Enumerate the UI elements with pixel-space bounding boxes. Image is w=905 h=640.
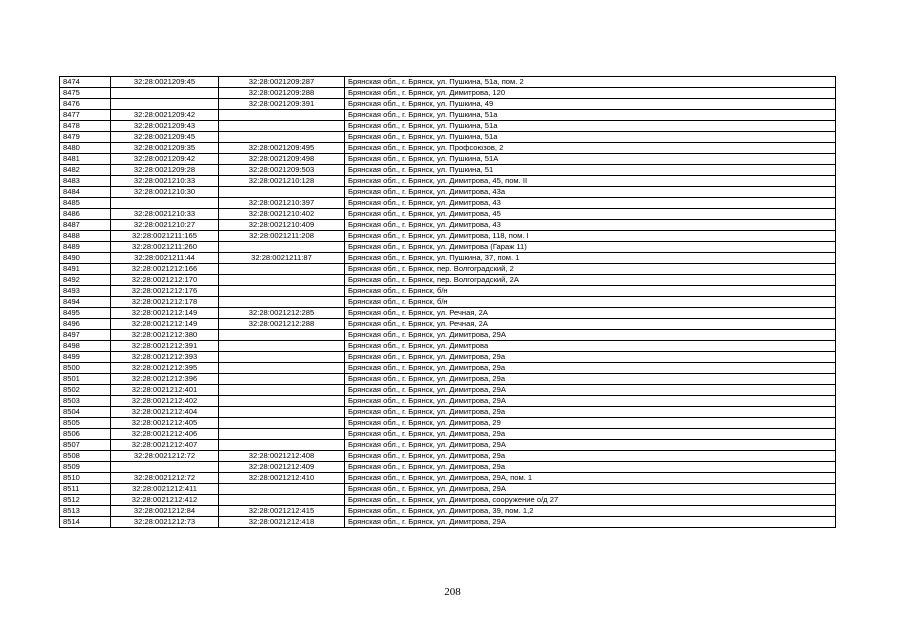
cell-cadastral-number-2 (219, 374, 345, 385)
cell-address: Брянская обл., г. Брянск, б/н (345, 286, 836, 297)
cell-address: Брянская обл., г. Брянск, ул. Профсоюзов, 2 (345, 143, 836, 154)
cell-cadastral-number-2: 32:28:0021210:397 (219, 198, 345, 209)
cell-cadastral-number-2: 32:28:0021212:410 (219, 473, 345, 484)
table-row (60, 242, 836, 253)
cell-number: 8511 (60, 484, 111, 495)
cell-address: Брянская обл., г. Брянск, пер. Волгоградский, 2 (345, 264, 836, 275)
cell-cadastral-number-2 (219, 132, 345, 143)
cell-number: 8513 (60, 506, 111, 517)
cell-address: Брянская обл., г. Брянск, б/н (345, 297, 836, 308)
cell-cadastral-number-2: 32:28:0021212:409 (219, 462, 345, 473)
cell-address: Брянская обл., г. Брянск, ул. Речная, 2А (345, 319, 836, 330)
cell-cadastral-number (111, 462, 219, 473)
cell-number: 8498 (60, 341, 111, 352)
cell-address: Брянская обл., г. Брянск, ул. Димитрова, 29 (345, 418, 836, 429)
cell-number: 8510 (60, 473, 111, 484)
cell-cadastral-number: 32:28:0021209:45 (111, 132, 219, 143)
cell-number: 8478 (60, 121, 111, 132)
cell-number: 8477 (60, 110, 111, 121)
cell-cadastral-number: 32:28:0021212:393 (111, 352, 219, 363)
cell-cadastral-number: 32:28:0021212:401 (111, 385, 219, 396)
cell-cadastral-number: 32:28:0021210:33 (111, 209, 219, 220)
cell-number: 8506 (60, 429, 111, 440)
cell-cadastral-number (111, 99, 219, 110)
cell-cadastral-number: 32:28:0021212:380 (111, 330, 219, 341)
cell-address: Брянская обл., г. Брянск, ул. Димитрова, 29А, пом. 1 (345, 473, 836, 484)
cell-cadastral-number-2 (219, 429, 345, 440)
cell-number: 8497 (60, 330, 111, 341)
table-row (60, 176, 836, 187)
cell-address: Брянская обл., г. Брянск, ул. Димитрова, 43 (345, 220, 836, 231)
cell-cadastral-number-2 (219, 363, 345, 374)
cell-address: Брянская обл., г. Брянск, ул. Димитрова, 29А (345, 484, 836, 495)
cell-cadastral-number: 32:28:0021210:27 (111, 220, 219, 231)
cell-cadastral-number-2: 32:28:0021211:208 (219, 231, 345, 242)
cell-address: Брянская обл., г. Брянск, ул. Димитрова, 29А (345, 385, 836, 396)
cell-cadastral-number: 32:28:0021209:42 (111, 110, 219, 121)
cell-cadastral-number-2: 32:28:0021210:402 (219, 209, 345, 220)
cell-number: 8482 (60, 165, 111, 176)
cell-cadastral-number-2 (219, 275, 345, 286)
table-row (60, 352, 836, 363)
cell-number: 8494 (60, 297, 111, 308)
cell-number: 8483 (60, 176, 111, 187)
cell-cadastral-number-2 (219, 418, 345, 429)
cell-cadastral-number-2: 32:28:0021212:418 (219, 517, 345, 528)
table-row (60, 88, 836, 99)
table-row (60, 319, 836, 330)
cell-number: 8499 (60, 352, 111, 363)
table-row (60, 198, 836, 209)
cell-cadastral-number: 32:28:0021212:170 (111, 275, 219, 286)
cell-number: 8488 (60, 231, 111, 242)
table-row (60, 330, 836, 341)
cell-number: 8474 (60, 77, 111, 88)
table-row (60, 440, 836, 451)
table-row (60, 209, 836, 220)
cell-number: 8502 (60, 385, 111, 396)
cell-cadastral-number: 32:28:0021212:396 (111, 374, 219, 385)
cell-cadastral-number-2: 32:28:0021210:409 (219, 220, 345, 231)
table-row (60, 275, 836, 286)
cell-address: Брянская обл., г. Брянск, ул. Димитрова, 39, пом. 1,2 (345, 506, 836, 517)
cell-cadastral-number: 32:28:0021212:73 (111, 517, 219, 528)
table-row (60, 506, 836, 517)
cell-number: 8489 (60, 242, 111, 253)
table-row (60, 462, 836, 473)
cell-number: 8503 (60, 396, 111, 407)
table-row (60, 99, 836, 110)
cell-cadastral-number-2 (219, 110, 345, 121)
cell-address: Брянская обл., г. Брянск, ул. Пушкина, 49 (345, 99, 836, 110)
cell-address: Брянская обл., г. Брянск, ул. Димитрова (Гараж 11) (345, 242, 836, 253)
cell-address: Брянская обл., г. Брянск, ул. Димитрова, 43 (345, 198, 836, 209)
cell-number: 8493 (60, 286, 111, 297)
cell-cadastral-number: 32:28:0021212:176 (111, 286, 219, 297)
cell-number: 8509 (60, 462, 111, 473)
table-row (60, 429, 836, 440)
cell-number: 8500 (60, 363, 111, 374)
cell-cadastral-number: 32:28:0021209:45 (111, 77, 219, 88)
cell-cadastral-number: 32:28:0021212:72 (111, 473, 219, 484)
table-row (60, 165, 836, 176)
cell-number: 8508 (60, 451, 111, 462)
cell-cadastral-number: 32:28:0021212:178 (111, 297, 219, 308)
cell-address: Брянская обл., г. Брянск, ул. Димитрова, 29а (345, 451, 836, 462)
cell-cadastral-number-2: 32:28:0021209:498 (219, 154, 345, 165)
register-table-body (60, 77, 836, 528)
table-row (60, 418, 836, 429)
cell-address: Брянская обл., г. Брянск, ул. Пушкина, 51а, пом. 2 (345, 77, 836, 88)
cell-cadastral-number: 32:28:0021212:395 (111, 363, 219, 374)
table-row (60, 154, 836, 165)
cell-cadastral-number: 32:28:0021212:412 (111, 495, 219, 506)
cell-address: Брянская обл., г. Брянск, ул. Речная, 2А (345, 308, 836, 319)
cell-cadastral-number-2: 32:28:0021212:288 (219, 319, 345, 330)
cell-address: Брянская обл., г. Брянск, ул. Димитрова, 45, пом. II (345, 176, 836, 187)
cell-number: 8505 (60, 418, 111, 429)
cell-cadastral-number: 32:28:0021212:391 (111, 341, 219, 352)
table-row (60, 132, 836, 143)
cell-address: Брянская обл., г. Брянск, ул. Димитрова, 29а (345, 352, 836, 363)
table-row (60, 341, 836, 352)
cell-address: Брянская обл., г. Брянск, ул. Димитрова, 118, пом. I (345, 231, 836, 242)
cell-cadastral-number-2 (219, 242, 345, 253)
cell-address: Брянская обл., г. Брянск, ул. Димитрова, 29а (345, 462, 836, 473)
table-row (60, 143, 836, 154)
cell-cadastral-number-2: 32:28:0021210:128 (219, 176, 345, 187)
cell-number: 8484 (60, 187, 111, 198)
cell-cadastral-number-2: 32:28:0021209:503 (219, 165, 345, 176)
cell-number: 8479 (60, 132, 111, 143)
cell-cadastral-number-2 (219, 385, 345, 396)
cell-cadastral-number: 32:28:0021212:404 (111, 407, 219, 418)
cell-number: 8487 (60, 220, 111, 231)
table-row (60, 77, 836, 88)
table-row (60, 220, 836, 231)
cell-cadastral-number: 32:28:0021209:42 (111, 154, 219, 165)
cell-address: Брянская обл., г. Брянск, ул. Димитрова, 29а (345, 363, 836, 374)
cell-cadastral-number: 32:28:0021212:402 (111, 396, 219, 407)
cell-number: 8476 (60, 99, 111, 110)
cell-address: Брянская обл., г. Брянск, ул. Димитрова, 29а (345, 374, 836, 385)
cell-cadastral-number-2 (219, 341, 345, 352)
cell-address: Брянская обл., г. Брянск, ул. Димитрова, 29а (345, 407, 836, 418)
cell-cadastral-number-2: 32:28:0021209:287 (219, 77, 345, 88)
cell-address: Брянская обл., г. Брянск, ул. Пушкина, 51А (345, 154, 836, 165)
table-row (60, 121, 836, 132)
table-row (60, 374, 836, 385)
cell-cadastral-number: 32:28:0021209:43 (111, 121, 219, 132)
table-row (60, 396, 836, 407)
cell-cadastral-number-2 (219, 297, 345, 308)
cell-address: Брянская обл., г. Брянск, ул. Пушкина, 51 (345, 165, 836, 176)
cell-address: Брянская обл., г. Брянск, ул. Димитрова, 29А (345, 440, 836, 451)
cell-cadastral-number (111, 198, 219, 209)
cell-number: 8492 (60, 275, 111, 286)
cell-number: 8512 (60, 495, 111, 506)
cell-number: 8514 (60, 517, 111, 528)
table-row (60, 187, 836, 198)
cell-cadastral-number: 32:28:0021212:72 (111, 451, 219, 462)
cell-cadastral-number-2 (219, 121, 345, 132)
cell-number: 8481 (60, 154, 111, 165)
cell-cadastral-number: 32:28:0021210:33 (111, 176, 219, 187)
cell-cadastral-number (111, 88, 219, 99)
cell-number: 8475 (60, 88, 111, 99)
cell-address: Брянская обл., г. Брянск, пер. Волгоградский, 2А (345, 275, 836, 286)
cell-cadastral-number-2 (219, 187, 345, 198)
cell-cadastral-number: 32:28:0021212:406 (111, 429, 219, 440)
cell-cadastral-number-2 (219, 440, 345, 451)
cell-address: Брянская обл., г. Брянск, ул. Димитрова, 43а (345, 187, 836, 198)
cell-cadastral-number: 32:28:0021210:30 (111, 187, 219, 198)
table-row (60, 286, 836, 297)
cell-number: 8495 (60, 308, 111, 319)
cell-cadastral-number-2 (219, 396, 345, 407)
cell-address: Брянская обл., г. Брянск, ул. Димитрова, 29А (345, 330, 836, 341)
cell-number: 8496 (60, 319, 111, 330)
cell-cadastral-number-2: 32:28:0021212:415 (219, 506, 345, 517)
table-row (60, 110, 836, 121)
cell-address: Брянская обл., г. Брянск, ул. Димитрова (345, 341, 836, 352)
cell-cadastral-number-2 (219, 495, 345, 506)
cell-cadastral-number: 32:28:0021212:411 (111, 484, 219, 495)
cell-cadastral-number: 32:28:0021211:165 (111, 231, 219, 242)
cell-cadastral-number: 32:28:0021212:407 (111, 440, 219, 451)
table-row (60, 495, 836, 506)
table-row (60, 473, 836, 484)
cell-number: 8485 (60, 198, 111, 209)
table-row (60, 253, 836, 264)
cell-cadastral-number: 32:28:0021212:84 (111, 506, 219, 517)
cell-cadastral-number-2: 32:28:0021212:408 (219, 451, 345, 462)
cell-address: Брянская обл., г. Брянск, ул. Пушкина, 51а (345, 132, 836, 143)
cell-number: 8486 (60, 209, 111, 220)
cell-number: 8501 (60, 374, 111, 385)
table-row (60, 264, 836, 275)
cell-number: 8490 (60, 253, 111, 264)
cell-address: Брянская обл., г. Брянск, ул. Димитрова, сооружение о/д 27 (345, 495, 836, 506)
cell-cadastral-number-2 (219, 352, 345, 363)
cell-cadastral-number: 32:28:0021209:35 (111, 143, 219, 154)
cell-address: Брянская обл., г. Брянск, ул. Димитрова, 45 (345, 209, 836, 220)
cell-cadastral-number: 32:28:0021212:405 (111, 418, 219, 429)
cell-cadastral-number-2 (219, 286, 345, 297)
table-row (60, 363, 836, 374)
cell-address: Брянская обл., г. Брянск, ул. Димитрова, 29А (345, 517, 836, 528)
cell-cadastral-number-2: 32:28:0021212:285 (219, 308, 345, 319)
cell-cadastral-number-2 (219, 407, 345, 418)
cell-number: 8480 (60, 143, 111, 154)
cell-cadastral-number: 32:28:0021212:166 (111, 264, 219, 275)
table-row (60, 297, 836, 308)
register-table (59, 76, 836, 528)
table-row (60, 517, 836, 528)
table-row (60, 451, 836, 462)
table-row (60, 231, 836, 242)
cell-number: 8507 (60, 440, 111, 451)
cell-address: Брянская обл., г. Брянск, ул. Пушкина, 51а (345, 121, 836, 132)
cell-address: Брянская обл., г. Брянск, ул. Пушкина, 37, пом. 1 (345, 253, 836, 264)
cell-cadastral-number: 32:28:0021211:44 (111, 253, 219, 264)
cell-address: Брянская обл., г. Брянск, ул. Димитрова, 120 (345, 88, 836, 99)
cell-cadastral-number-2: 32:28:0021211:87 (219, 253, 345, 264)
cell-address: Брянская обл., г. Брянск, ул. Димитрова, 29А (345, 396, 836, 407)
cell-cadastral-number: 32:28:0021212:149 (111, 308, 219, 319)
table-row (60, 385, 836, 396)
cell-cadastral-number-2: 32:28:0021209:288 (219, 88, 345, 99)
cell-cadastral-number: 32:28:0021211:260 (111, 242, 219, 253)
cell-cadastral-number: 32:28:0021209:28 (111, 165, 219, 176)
table-row (60, 407, 836, 418)
cell-address: Брянская обл., г. Брянск, ул. Димитрова, 29а (345, 429, 836, 440)
cell-cadastral-number-2 (219, 484, 345, 495)
cell-cadastral-number-2: 32:28:0021209:391 (219, 99, 345, 110)
cell-number: 8491 (60, 264, 111, 275)
cell-cadastral-number: 32:28:0021212:149 (111, 319, 219, 330)
table-row (60, 308, 836, 319)
table-row (60, 484, 836, 495)
cell-address: Брянская обл., г. Брянск, ул. Пушкина, 51а (345, 110, 836, 121)
page-number: 208 (444, 586, 461, 598)
cell-number: 8504 (60, 407, 111, 418)
cell-cadastral-number-2 (219, 330, 345, 341)
cell-cadastral-number-2 (219, 264, 345, 275)
cell-cadastral-number-2: 32:28:0021209:495 (219, 143, 345, 154)
